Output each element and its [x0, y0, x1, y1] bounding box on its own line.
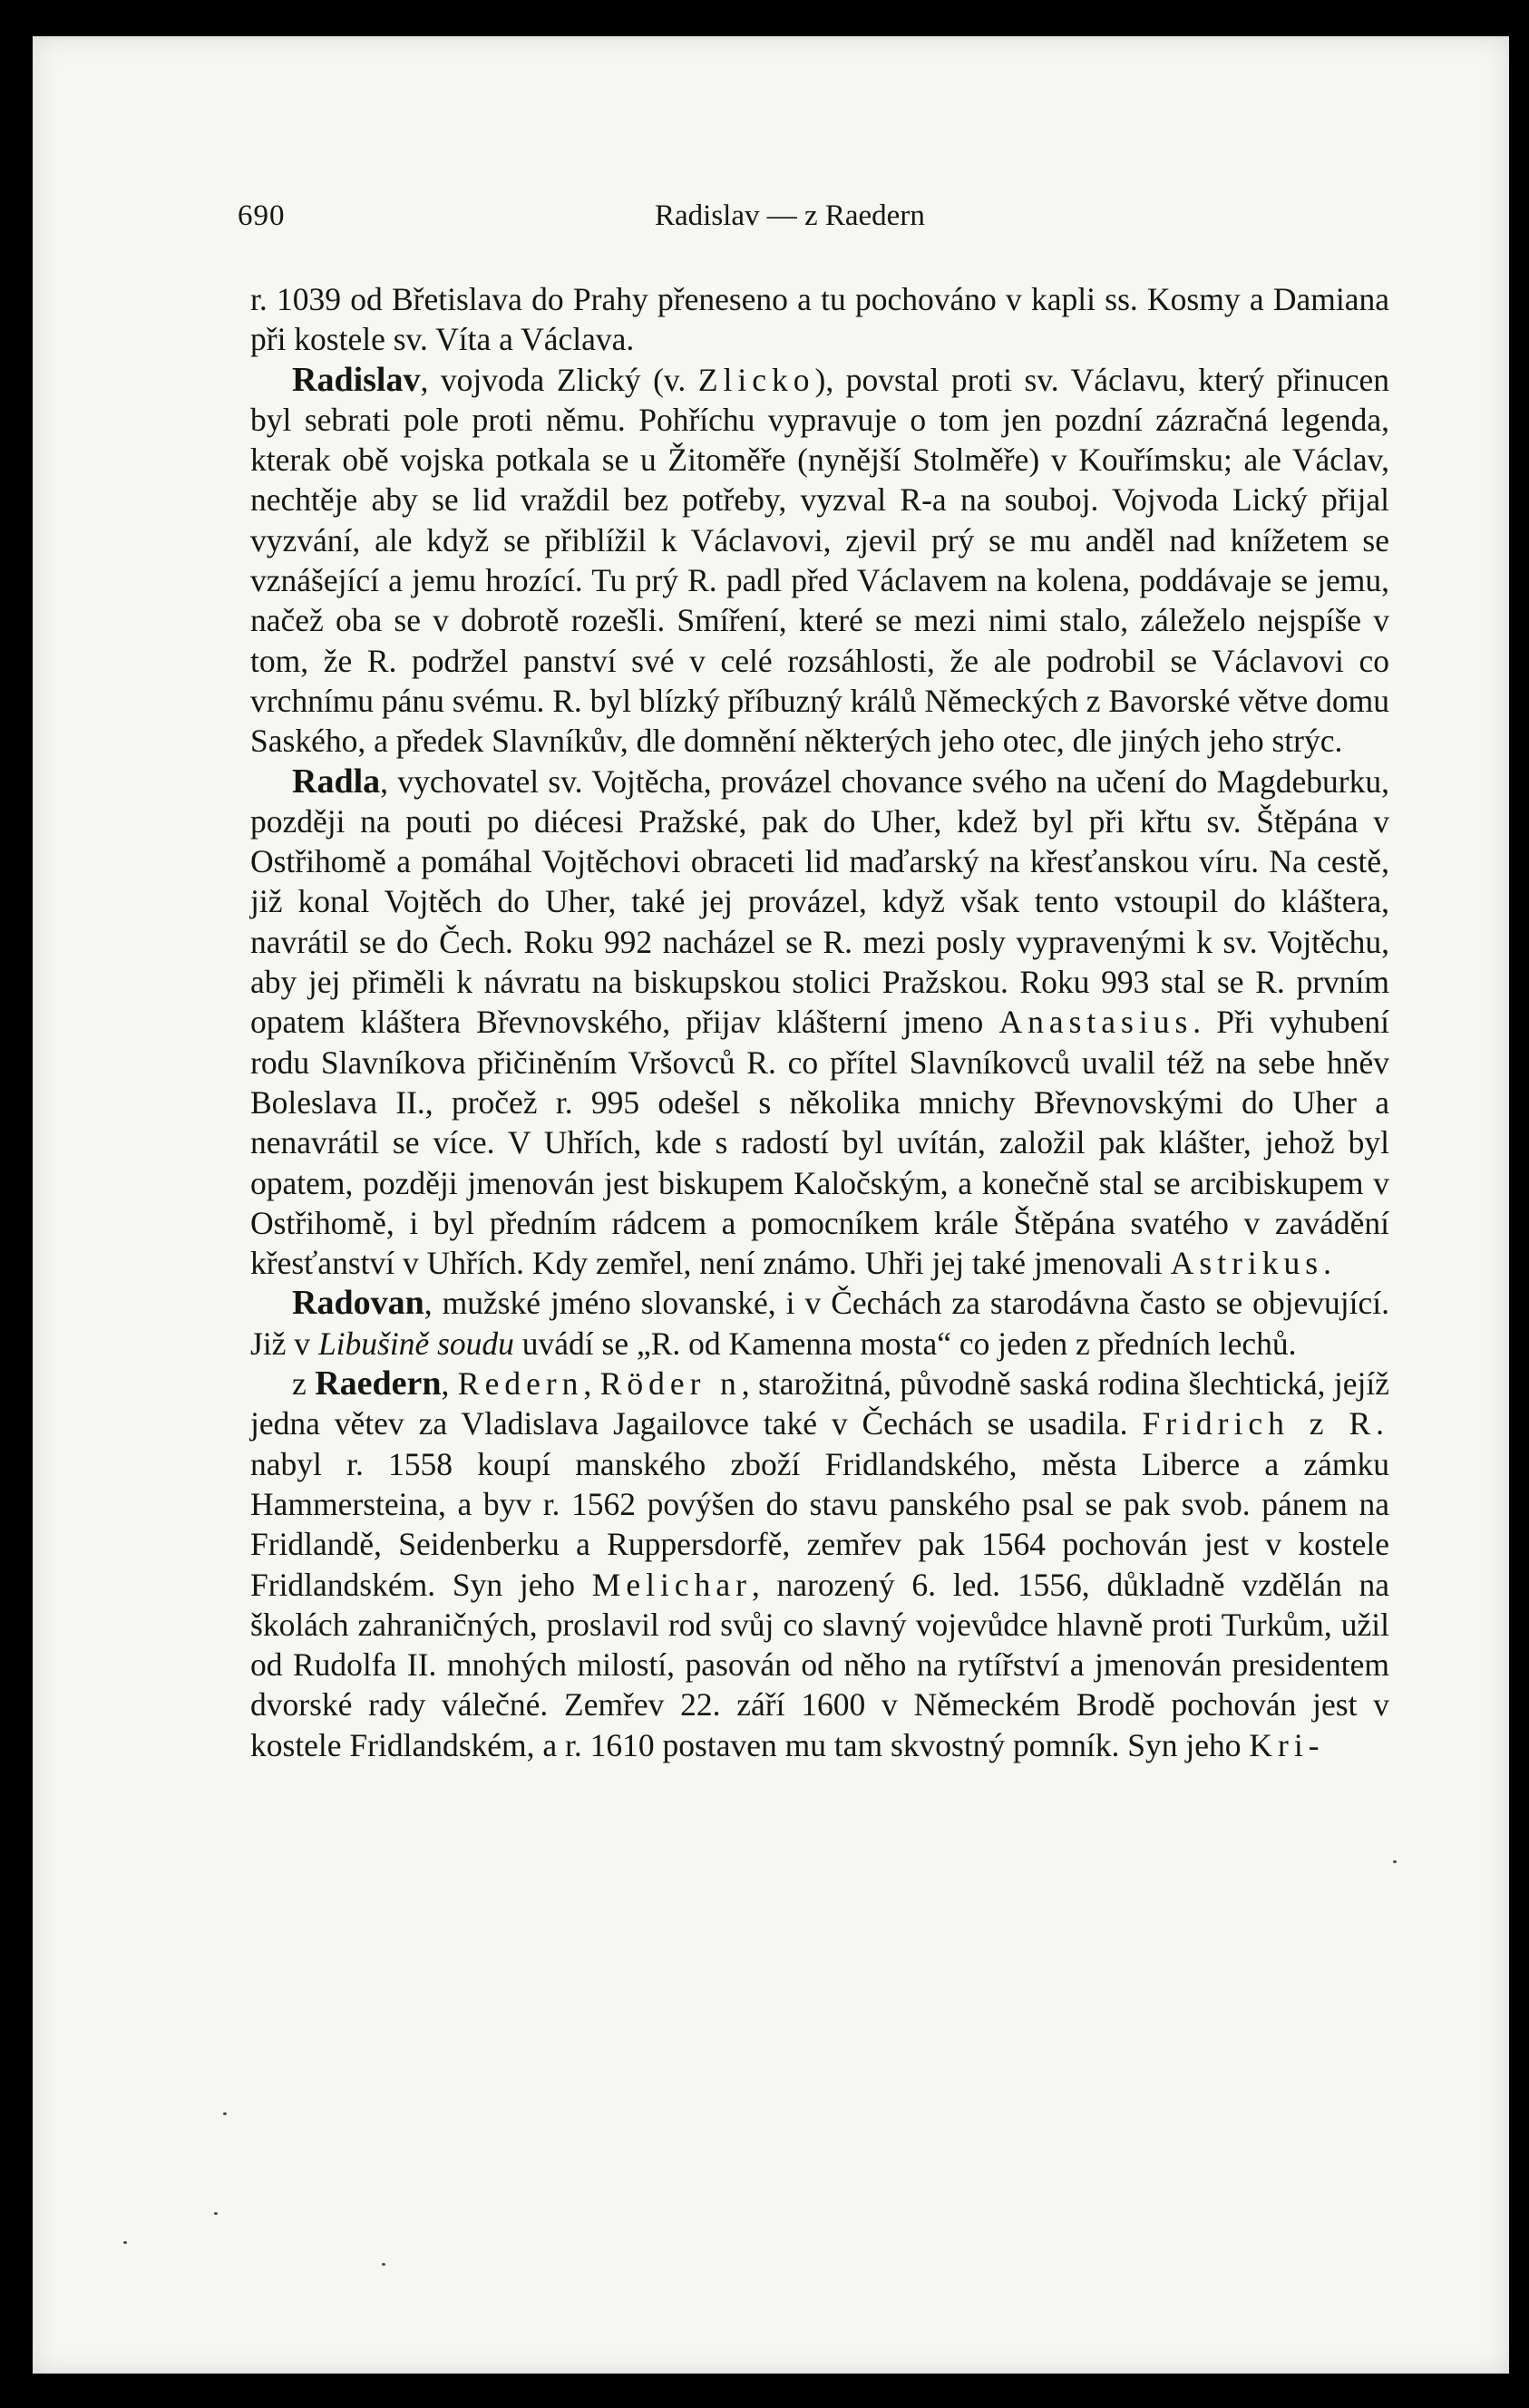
entry-raedern [250, 1364, 1389, 1765]
running-head: Radislav — z Raedern [655, 199, 925, 232]
entry-radovan [250, 1283, 1389, 1364]
entry-text: , starožitná, původně saská rodina šlechtická, jejíž jedna větev za Vladislava Jagailovce také v Čechách se usadila. [250, 1365, 1390, 1442]
paper-speck [123, 2241, 127, 2244]
spaced-term: Fridrich z R. [1142, 1405, 1389, 1442]
entry-text: , mužské jméno slovanské, i v Čechách za starodávna často se objevující. Již v [250, 1285, 1389, 1362]
paper-speck [382, 2263, 385, 2266]
continuation-paragraph [250, 279, 1389, 360]
entry-radislav [250, 360, 1389, 762]
paper-speck [214, 2212, 218, 2215]
entry-headword: Radla [292, 762, 381, 801]
paper-speck [1393, 1860, 1397, 1863]
entry-text: , vychovatel sv. Vojtěcha, provázel chovance svého na učení do Magdeburku, později na pouti po diécesi Pražské, pak do Uher, kdež byl při křtu sv. Štěpána v Ostřihomě a pomáhal Vojtěchovi obraceti lid maďarský na křesťanskou víru. Na cestě, již konal Vojtěch do Uher, také jej provázel, když však tento vstoupil do kláštera, navrátil se do Čech. Roku 992 nacházel se R. mezi posly vypravenými k sv. Vojtěchu, aby jej přiměli k návratu na biskupskou stolici Pražskou. Roku 993 stal se R. prvním opatem kláštera Břevnovského, přijav klášterní jmeno [250, 762, 1389, 1041]
entry-text: , narozený 6. led. 1556, důkladně vzdělán na školách zahraničných, proslavil rod svůj co slavný vojevůdce hlavně proti Turkům, užil od Rudolfa II. mnohých milostí, pasován od něho na rytířství a jmenován presidentem dvorské rady válečné. Zemřev 22. září 1600 v Německém Brodě pochován jest v kostele Fridlandském, a r. 1610 postaven mu tam skvostný pomník. Syn jeho [250, 1566, 1389, 1763]
book-page [33, 36, 1509, 2374]
entry-text: nabyl r. 1558 koupí manského zboží Fridlandského, města Liberce a zámku Hammersteina, a byv r. 1562 povýšen do stavu panského psal se pak svob. pánem na Fridlandě, Seidenberku a Ruppersdorfě, zemřev pak 1564 pochován jest v kostele Fridlandském. Syn jeho [250, 1445, 1389, 1603]
italic-title: Libušině soudu [317, 1325, 514, 1362]
entry-text: uvádí se „R. od Kamenna mosta“ co jeden z předních lechů. [513, 1325, 1297, 1362]
continuation-text: r. 1039 od Břetislava do Prahy přeneseno a tu pochováno v kapli ss. Kosmy a Damiana při kostele sv. Víta a Václava. [250, 281, 1389, 358]
page-header [238, 199, 1027, 254]
entry-radla [250, 762, 1389, 1284]
entry-text: . Při vyhubení rodu Slavníkova přičiněním Vršovců R. co přítel Slavníkovců uvalil též na sebe hněv Boleslava II., pročež r. 995 odešel s několika mnichy Břevnovskými do Uher a nenavrátil se více. V Uhřích, kde s radostí byl uvítán, založil pak klášter, jehož byl opatem, později jmenován jest biskupem Kaločským, a konečně stal se arcibiskupem v Ostřihomě, i byl předním rádcem a pomocníkem krále Štěpána svatého v zavádění křesťanství v Uhřích. Kdy zemřel, není známo. Uhři jej také jmenovali [250, 1004, 1389, 1282]
spaced-term: Anastasius [998, 1004, 1193, 1041]
spaced-term: Melichar [591, 1566, 752, 1603]
encyclopedia-text [250, 279, 1389, 1765]
spaced-term: Röder n [599, 1365, 742, 1403]
spaced-term: Kri- [1249, 1726, 1325, 1763]
entry-text: . [1323, 1245, 1331, 1282]
entry-text: ), povstal proti sv. Václavu, který přinucen byl sebrati pole proti němu. Pohříchu vypravuje o tom jen pozdní zázračná legenda, kterak obě vojska potkala se u Žitoměře (nynější Stolměře) v Kouřímsku; ale Václav, nechtěje aby se lid vraždil bez potřeby, vyzval R-a na souboj. Vojvoda Lický přijal vyzvání, ale když se přiblížil k Václavovi, zjevil prý se mu anděl nad knížetem se vznášející a jemu hrozící. Tu prý R. padl před Václavem na kolena, poddávaje se jemu, načež oba se v dobrotě rozešli. Smíření, které se mezi nimi stalo, záleželo nejspíše v tom, že R. podržel panství své v celé rozsáhlosti, že ale podrobil se Václavovi co vrchnímu pánu svému. R. byl blízký příbuzný králů Německých z Bavorské větve domu Saského, a předek Slavníkův, dle domnění některých jeho otec, dle jiných jeho strýc. [250, 361, 1390, 760]
headword-prefix: z [292, 1365, 316, 1403]
spaced-term: Redern [457, 1365, 584, 1403]
entry-headword: Raedern [315, 1364, 442, 1403]
entry-headword: Radovan [292, 1284, 424, 1323]
entry-text: , [583, 1365, 600, 1403]
page-number: 690 [238, 199, 286, 232]
entry-text: , vojvoda Zlický (v. [420, 361, 698, 398]
entry-headword: Radislav [292, 360, 421, 399]
entry-text: , [441, 1365, 458, 1403]
spaced-term: Astrikus [1170, 1245, 1324, 1282]
paper-speck [223, 2112, 227, 2115]
spaced-term: Zlicko [697, 361, 815, 398]
